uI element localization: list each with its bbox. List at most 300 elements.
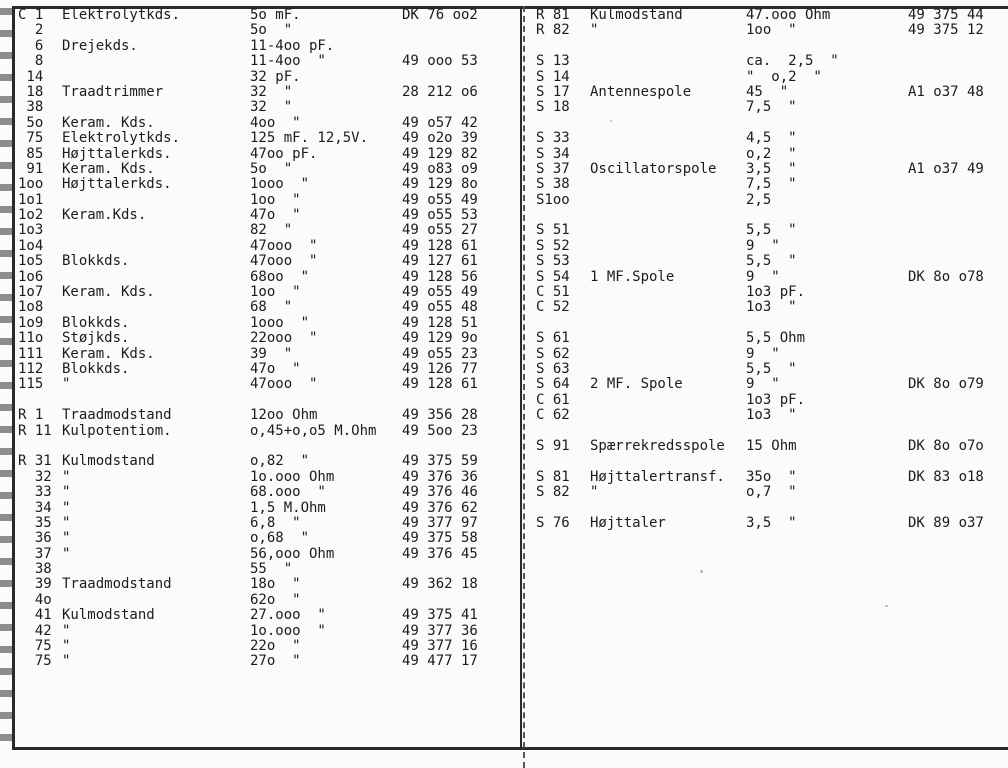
part-number: 49 375 44	[908, 7, 984, 23]
component-name: Højttaler	[590, 514, 666, 531]
ref-code: 18	[18, 83, 44, 100]
parts-row	[18, 485, 518, 500]
component-name: "	[62, 484, 71, 501]
component-value: 47o "	[250, 360, 301, 377]
ref-code: S 76	[536, 514, 570, 531]
ref-code: 35	[18, 514, 52, 531]
ref-code: 6	[18, 37, 44, 54]
component-name: "	[590, 484, 599, 501]
parts-row	[536, 223, 1008, 238]
part-number: DK 89 o37	[908, 514, 984, 531]
component-name: Oscillatorspole	[590, 160, 717, 177]
parts-row	[536, 393, 1008, 408]
part-number: 49 376 62	[402, 499, 478, 516]
component-value: 125 mF. 12,5V.	[250, 130, 369, 147]
component-name: Traadmodstand	[62, 576, 172, 593]
ref-code: C 51	[536, 284, 570, 301]
component-value: 1o3 "	[746, 299, 797, 316]
component-value: 5o "	[250, 22, 293, 39]
parts-row	[536, 54, 1008, 69]
part-number: 49 o55 49	[402, 191, 478, 208]
part-number: 49 362 18	[402, 576, 478, 593]
part-number: 49 128 51	[402, 314, 478, 331]
ref-code: 38	[18, 561, 52, 578]
part-number: 49 477 17	[402, 653, 478, 670]
ref-code: 1oo	[18, 176, 44, 193]
parts-row	[18, 516, 518, 531]
ref-code: S 37	[536, 160, 570, 177]
ref-code: S 64	[536, 376, 570, 393]
component-value: 1ooo "	[250, 176, 310, 193]
parts-row	[536, 193, 1008, 208]
parts-row	[536, 470, 1008, 485]
component-name: 1 MF.Spole	[590, 268, 675, 285]
ref-code: 2	[18, 22, 44, 39]
parts-row	[18, 331, 518, 346]
component-value: 11-4oo pF.	[250, 37, 335, 54]
part-number: DK 8o o7o	[908, 437, 984, 454]
parts-row	[18, 316, 518, 331]
ref-code: C 61	[536, 391, 570, 408]
parts-row	[18, 424, 518, 439]
parts-row	[18, 254, 518, 269]
parts-row	[18, 470, 518, 485]
component-value: 5o mF.	[250, 7, 301, 23]
ref-code: 14	[18, 68, 44, 85]
parts-row	[18, 300, 518, 315]
parts-row	[18, 116, 518, 131]
parts-row	[18, 562, 518, 577]
part-number: 49 377 97	[402, 514, 478, 531]
parts-row	[18, 223, 518, 238]
part-number: DK 83 o18	[908, 468, 984, 485]
component-name: Keram.Kds.	[62, 207, 147, 224]
parts-row	[18, 85, 518, 100]
component-value: 82 "	[250, 222, 293, 239]
component-value: 47o "	[250, 207, 301, 224]
parts-row	[18, 377, 518, 392]
component-value: 9 "	[746, 268, 780, 285]
component-value: 5,5 "	[746, 253, 797, 270]
component-value: 4oo "	[250, 114, 301, 131]
ref-code: S 17	[536, 83, 570, 100]
component-value: o,68 "	[250, 530, 310, 547]
parts-row	[536, 347, 1008, 362]
part-number: 49 375 41	[402, 607, 478, 624]
parts-row	[18, 531, 518, 546]
component-value: o,82 "	[250, 453, 310, 470]
part-number: 49 o55 49	[402, 284, 478, 301]
component-name: "	[62, 638, 71, 655]
component-name: Kulpotentiom.	[62, 422, 172, 439]
component-value: 62o "	[250, 591, 301, 608]
ref-code: S 91	[536, 437, 570, 454]
component-value: 15 Ohm	[746, 437, 797, 454]
ref-code: S 38	[536, 176, 570, 193]
component-name: Blokkds.	[62, 360, 130, 377]
part-number: 49 ooo 53	[402, 53, 478, 70]
parts-row	[18, 501, 518, 516]
punched-edge-marks	[0, 8, 12, 753]
right-parts-column	[536, 8, 1008, 531]
ref-code: C 52	[536, 299, 570, 316]
component-value: 56,ooo Ohm	[250, 545, 335, 562]
component-value: 12oo Ohm	[250, 407, 318, 424]
component-value: 11-4oo "	[250, 53, 326, 70]
component-value: o,2 "	[746, 145, 797, 162]
component-value: 1oo "	[250, 191, 301, 208]
parts-row	[536, 501, 1008, 516]
parts-row	[18, 624, 518, 639]
parts-row	[536, 208, 1008, 223]
component-name: "	[62, 653, 71, 670]
component-value: 68oo "	[250, 268, 310, 285]
ref-code: 4o	[18, 591, 52, 608]
component-name: "	[62, 499, 71, 516]
component-value: 1oo "	[250, 284, 301, 301]
ref-code: 85	[18, 145, 44, 162]
ref-code: S1oo	[536, 191, 570, 208]
paper-speck	[700, 570, 703, 573]
component-value: 32 "	[250, 83, 293, 100]
part-number: 49 375 58	[402, 530, 478, 547]
parts-row	[18, 177, 518, 192]
component-value: 9 "	[746, 345, 780, 362]
component-name: "	[62, 514, 71, 531]
component-value: 6,8 "	[250, 514, 301, 531]
component-name: Blokkds.	[62, 253, 130, 270]
component-value: 9 "	[746, 376, 780, 393]
ref-code: S 34	[536, 145, 570, 162]
component-value: 47.ooo Ohm	[746, 7, 831, 23]
component-value: 47ooo "	[250, 253, 318, 270]
component-value: 4,5 "	[746, 130, 797, 147]
part-number: 49 377 16	[402, 638, 478, 655]
component-value: 47ooo "	[250, 237, 318, 254]
part-number: 49 o55 27	[402, 222, 478, 239]
parts-row	[18, 100, 518, 115]
component-name: Spærrekredsspole	[590, 437, 725, 454]
part-number: 49 126 77	[402, 360, 478, 377]
component-value: 1o.ooo "	[250, 622, 326, 639]
ref-code: 33	[18, 484, 52, 501]
component-value: 55 "	[250, 561, 293, 578]
parts-row	[18, 162, 518, 177]
parts-row	[18, 39, 518, 54]
parts-row	[536, 285, 1008, 300]
paper-speck	[610, 120, 612, 122]
ref-code: S 61	[536, 330, 570, 347]
ref-code: 41	[18, 607, 52, 624]
component-value: 45 "	[746, 83, 789, 100]
part-number: 49 128 61	[402, 376, 478, 393]
part-number: 49 o55 23	[402, 345, 478, 362]
component-value: 1oo "	[746, 22, 797, 39]
parts-row	[536, 270, 1008, 285]
parts-row	[18, 408, 518, 423]
component-name: "	[62, 545, 71, 562]
ref-code: 37	[18, 545, 52, 562]
parts-row	[18, 439, 518, 454]
part-number: 49 129 8o	[402, 176, 478, 193]
part-number: 49 129 82	[402, 145, 478, 162]
component-value: 22ooo "	[250, 330, 318, 347]
parts-row	[536, 454, 1008, 469]
parts-row	[536, 424, 1008, 439]
parts-row	[18, 239, 518, 254]
ref-code: S 13	[536, 53, 570, 70]
ref-code: 1o4	[18, 237, 44, 254]
parts-row	[536, 408, 1008, 423]
parts-row	[18, 285, 518, 300]
parts-row	[18, 131, 518, 146]
part-number: 49 o2o 39	[402, 130, 478, 147]
ref-code: 1o3	[18, 222, 44, 239]
component-value: 1o3 pF.	[746, 391, 806, 408]
part-number: 49 128 61	[402, 237, 478, 254]
parts-row	[536, 362, 1008, 377]
component-value: 68 "	[250, 299, 293, 316]
parts-row	[18, 393, 518, 408]
component-name: Støjkds.	[62, 330, 130, 347]
ref-code: S 53	[536, 253, 570, 270]
parts-row	[536, 516, 1008, 531]
ref-code: 39	[18, 576, 52, 593]
ref-code: 1o5	[18, 253, 44, 270]
component-value: 32 "	[250, 99, 293, 116]
ref-code: S 14	[536, 68, 570, 85]
parts-row	[18, 8, 518, 23]
ref-code: 34	[18, 499, 52, 516]
component-name: Elektrolytkds.	[62, 130, 181, 147]
parts-row	[536, 300, 1008, 315]
ref-code: S 82	[536, 484, 570, 501]
part-number: DK 8o o79	[908, 376, 984, 393]
component-value: ca. 2,5 "	[746, 53, 839, 70]
ref-code: 36	[18, 530, 52, 547]
component-value: " o,2 "	[746, 68, 822, 85]
parts-row	[18, 547, 518, 562]
ref-code: 5o	[18, 114, 44, 131]
component-value: 9 "	[746, 237, 780, 254]
component-name: Blokkds.	[62, 314, 130, 331]
part-number: 49 o83 o9	[402, 160, 478, 177]
component-name: "	[590, 22, 599, 39]
parts-row	[18, 23, 518, 38]
part-number: DK 76 oo2	[402, 7, 478, 23]
component-value: 35o "	[746, 468, 797, 485]
part-number: 49 376 46	[402, 484, 478, 501]
ref-code: 8	[18, 53, 44, 70]
component-value: 5o "	[250, 160, 293, 177]
parts-row	[536, 8, 1008, 23]
component-name: Keram. Kds.	[62, 345, 155, 362]
parts-row	[536, 239, 1008, 254]
component-name: Kulmodstand	[62, 607, 155, 624]
component-name: "	[62, 376, 71, 393]
component-name: 2 MF. Spole	[590, 376, 683, 393]
component-value: 1,5 M.Ohm	[250, 499, 326, 516]
part-number: 49 o55 53	[402, 207, 478, 224]
parts-row	[536, 147, 1008, 162]
component-name: Drejekds.	[62, 37, 138, 54]
parts-row	[18, 362, 518, 377]
parts-row	[18, 639, 518, 654]
ref-code: 115	[18, 376, 44, 393]
ref-code: 75	[18, 638, 52, 655]
part-number: A1 o37 48	[908, 83, 984, 100]
ref-code: R 81	[536, 7, 570, 23]
parts-row	[536, 23, 1008, 38]
parts-row	[18, 70, 518, 85]
parts-row	[536, 439, 1008, 454]
component-value: 7,5 "	[746, 176, 797, 193]
parts-row	[18, 193, 518, 208]
parts-row	[536, 316, 1008, 331]
ref-code: 1o1	[18, 191, 44, 208]
component-value: 22o "	[250, 638, 301, 655]
component-name: "	[62, 468, 71, 485]
parts-row	[18, 608, 518, 623]
ref-code: S 52	[536, 237, 570, 254]
part-number: 49 o57 42	[402, 114, 478, 131]
component-value: 2,5	[746, 191, 772, 208]
ref-code: 91	[18, 160, 44, 177]
component-name: Højttalerkds.	[62, 145, 172, 162]
part-number: 49 128 56	[402, 268, 478, 285]
parts-row	[18, 454, 518, 469]
part-number: 49 375 59	[402, 453, 478, 470]
part-number: 49 127 61	[402, 253, 478, 270]
parts-row	[18, 147, 518, 162]
part-number: 49 129 9o	[402, 330, 478, 347]
ref-code: 1o7	[18, 284, 44, 301]
ref-code: S 18	[536, 99, 570, 116]
component-name: Keram. Kds.	[62, 160, 155, 177]
parts-row	[18, 577, 518, 592]
component-name: Traadtrimmer	[62, 83, 164, 100]
parts-row	[18, 347, 518, 362]
component-value: 1o3 pF.	[746, 284, 806, 301]
ref-code: 1o8	[18, 299, 44, 316]
parts-row	[18, 270, 518, 285]
part-number: 49 376 36	[402, 468, 478, 485]
ref-code: 111	[18, 345, 44, 362]
component-name: Højttalerkds.	[62, 176, 172, 193]
parts-row	[536, 254, 1008, 269]
component-value: 18o "	[250, 576, 301, 593]
ref-code: R 1	[18, 407, 44, 424]
component-name: Kulmodstand	[590, 7, 683, 23]
ref-code: 11o	[18, 330, 44, 347]
component-value: 68.ooo "	[250, 484, 326, 501]
ref-code: 32	[18, 468, 52, 485]
ref-code: C 1	[18, 7, 44, 23]
component-name: "	[62, 622, 71, 639]
parts-row	[536, 331, 1008, 346]
parts-row	[536, 116, 1008, 131]
ref-code: 75	[18, 130, 44, 147]
component-value: 27o "	[250, 653, 301, 670]
component-value: 3,5 "	[746, 514, 797, 531]
parts-row	[18, 593, 518, 608]
parts-row	[18, 54, 518, 69]
component-value: 3,5 "	[746, 160, 797, 177]
parts-row	[536, 177, 1008, 192]
column-divider	[523, 6, 525, 768]
ref-code: S 63	[536, 360, 570, 377]
parts-row	[536, 70, 1008, 85]
component-name: Antennespole	[590, 83, 692, 100]
component-value: 5,5 Ohm	[746, 330, 806, 347]
parts-row	[536, 485, 1008, 500]
component-value: 27.ooo "	[250, 607, 326, 624]
component-value: 5,5 "	[746, 222, 797, 239]
ref-code: R 11	[18, 422, 52, 439]
component-name: Keram. Kds.	[62, 284, 155, 301]
component-value: 1o3 "	[746, 407, 797, 424]
part-number: 49 5oo 23	[402, 422, 478, 439]
ref-code: 42	[18, 622, 52, 639]
ref-code: S 33	[536, 130, 570, 147]
parts-row	[18, 208, 518, 223]
component-name: Kulmodstand	[62, 453, 155, 470]
ref-code: S 54	[536, 268, 570, 285]
component-name: Traadmodstand	[62, 407, 172, 424]
part-number: DK 8o o78	[908, 268, 984, 285]
left-parts-column	[18, 8, 518, 670]
part-number: A1 o37 49	[908, 160, 984, 177]
component-value: 7,5 "	[746, 99, 797, 116]
part-number: 49 377 36	[402, 622, 478, 639]
part-number: 49 o55 48	[402, 299, 478, 316]
part-number: 28 212 o6	[402, 83, 478, 100]
component-value: 47ooo "	[250, 376, 318, 393]
parts-row	[536, 39, 1008, 54]
part-number: 49 375 12	[908, 22, 984, 39]
paper-speck	[885, 605, 888, 607]
parts-row	[536, 100, 1008, 115]
ref-code: 112	[18, 360, 44, 377]
component-name: "	[62, 530, 71, 547]
component-name: Keram. Kds.	[62, 114, 155, 131]
parts-row	[536, 162, 1008, 177]
component-value: 39 "	[250, 345, 293, 362]
component-value: 1o.ooo Ohm	[250, 468, 335, 485]
ref-code: C 62	[536, 407, 570, 424]
ref-code: 1o6	[18, 268, 44, 285]
ref-code: 1o9	[18, 314, 44, 331]
component-value: 47oo pF.	[250, 145, 318, 162]
part-number: 49 376 45	[402, 545, 478, 562]
parts-row	[536, 85, 1008, 100]
ref-code: S 81	[536, 468, 570, 485]
ref-code: R 82	[536, 22, 570, 39]
parts-row	[536, 377, 1008, 392]
component-value: 32 pF.	[250, 68, 301, 85]
ref-code: S 62	[536, 345, 570, 362]
parts-row	[536, 131, 1008, 146]
component-value: 5,5 "	[746, 360, 797, 377]
ref-code: 38	[18, 99, 44, 116]
component-value: 1ooo "	[250, 314, 310, 331]
part-number: 49 356 28	[402, 407, 478, 424]
component-name: Højttalertransf.	[590, 468, 725, 485]
component-value: o,7 "	[746, 484, 797, 501]
ref-code: 75	[18, 653, 52, 670]
component-name: Elektrolytkds.	[62, 7, 181, 23]
ref-code: S 51	[536, 222, 570, 239]
